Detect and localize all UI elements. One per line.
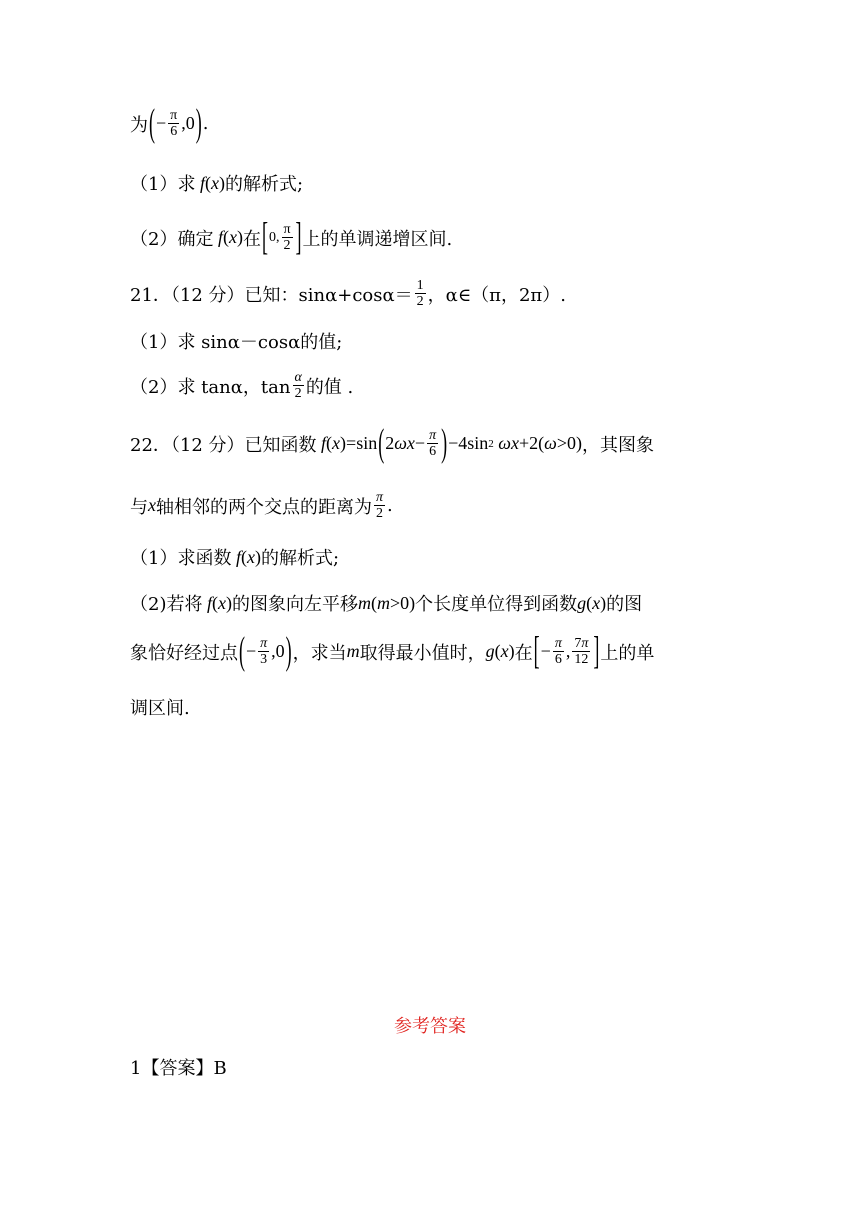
answer-title: 参考答案 <box>394 1016 466 1037</box>
fraction: $\frac{\pi}{6}$ <box>170 108 178 139</box>
problem-21-2: （2）求 tanα，tan $\frac{\alpha}{2}$ 的值 . <box>130 370 354 401</box>
problem-22-1: （1）求函数 f ( x ) 的解析式; <box>130 546 340 569</box>
problem-21: 21．（12 分）已知：sinα+cosα＝ $\frac{1}{2}$ ，α∈（π，2π）. <box>130 278 566 309</box>
problem-22-3: 象恰好经过点 ( − $\frac{\pi}{3}$ ,0 ) ，求当 m 取得最小值时， g ( x ) 在 [ − $\frac{\pi}{6}$ , $\frac{7\pi}{12}$ ] 上的单 <box>130 628 655 673</box>
problem-22-4: 调区间. <box>130 698 190 719</box>
text: 为 <box>130 114 148 136</box>
q1-line: （1）求 f ( x ) 的解析式; <box>130 172 304 195</box>
line-interval-point: 为 ( − $\frac{\pi}{6}$ ,0 ) . <box>130 100 209 145</box>
problem-22-2: （2)若将 f ( x ) 的图象向左平移 m ( m >0) 个长度单位得到函数 g ( x ) 的图 <box>130 592 643 615</box>
problem-22: 22．（12 分）已知函数 f ( x )=sin ( 2 ωx − $\frac{\pi}{6}$ ) −4sin 2 ωx +2( ω >0) ，其图象 <box>130 420 654 465</box>
answer-1: 1【答案】B <box>130 1058 227 1079</box>
q2-line: （2）确定 f ( x ) 在 [ 0, $\frac{\pi}{2}$ ] 上的单调递增区间. <box>130 214 453 259</box>
problem-22-line2: 与 x 轴相邻的两个交点的距离为 $\frac{\pi}{2}$ . <box>130 490 393 521</box>
problem-21-1: （1）求 sinα－cosα的值; <box>130 332 343 353</box>
